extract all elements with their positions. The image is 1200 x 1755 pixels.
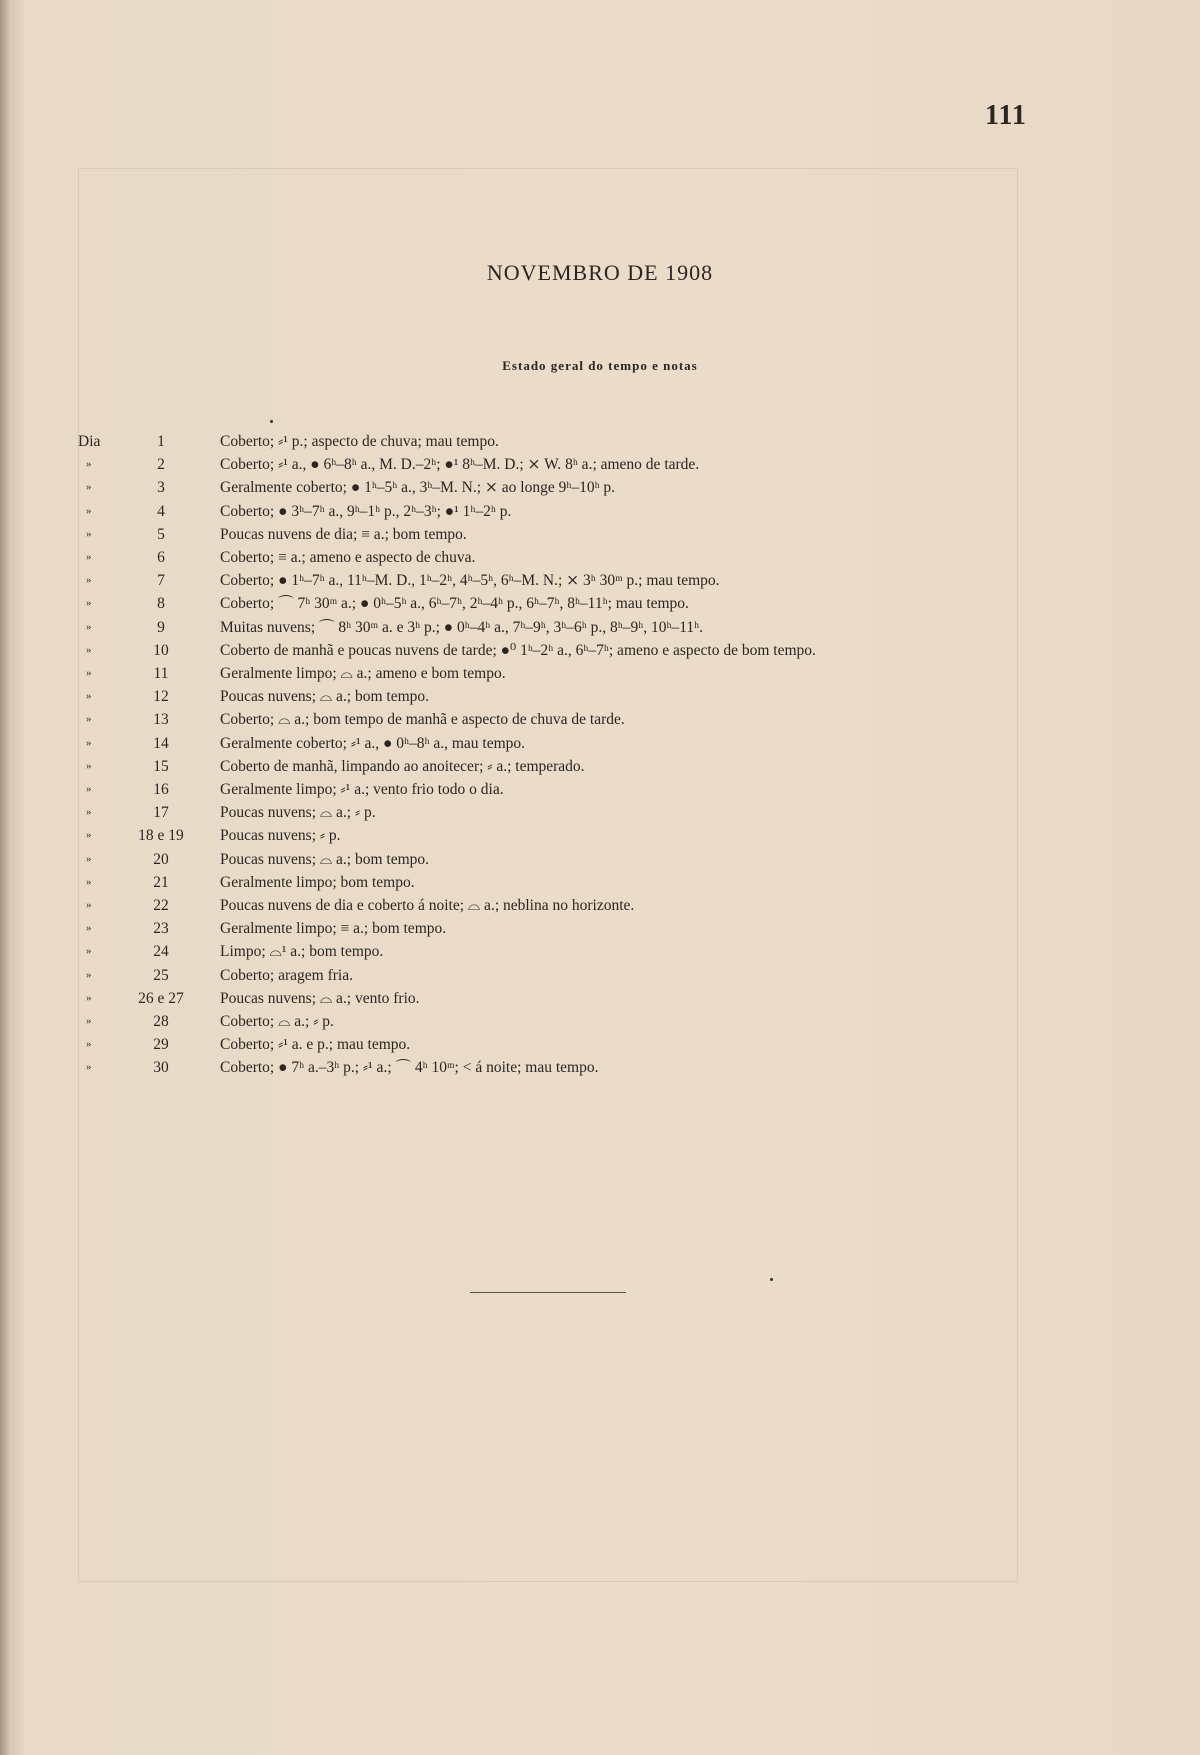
day-cell: 21 [153,873,169,891]
ditto-mark: » [86,551,92,563]
weather-note: Coberto; ● 3ʰ–7ʰ a., 9ʰ–1ʰ p., 2ʰ–3ʰ; ●¹ 1ʰ–2ʰ p. [220,502,512,520]
table-row [0,1033,1200,1056]
day-cell: 17 [153,804,169,822]
column-label-dia: Dia [78,433,101,450]
table-row [0,801,1200,824]
weather-note: Coberto de manhã e poucas nuvens de tarde; ●⁰ 1ʰ–2ʰ a., 6ʰ–7ʰ; ameno e aspecto de bom tempo. [220,641,816,659]
table-row [0,778,1200,801]
ditto-mark: » [86,597,92,610]
table-row [0,476,1200,499]
table-row [0,685,1200,708]
ditto-mark: » [86,481,92,494]
ditto-mark: » [86,574,92,587]
day-cell: 13 [153,711,169,729]
weather-note: Poucas nuvens; ⸗ p. [220,827,341,845]
page-number: 111 [985,100,1027,131]
table-row [0,662,1200,685]
weather-note: Coberto; ⸗¹ a., ● 6ʰ–8ʰ a., M. D.–2ʰ; ●¹ 8ʰ–M. D.; ⨯ W. 8ʰ a.; ameno de tarde. [220,456,700,474]
day-cell: 4 [157,502,165,520]
weather-note: Geralmente limpo; ≡ a.; bom tempo. [220,920,447,938]
ditto-mark: » [86,458,92,471]
ditto-mark: » [86,806,92,819]
day-cell: 28 [153,1013,169,1030]
table-row [0,616,1200,639]
table-row [0,940,1200,963]
weather-note: Coberto; ● 1ʰ–7ʰ a., 11ʰ–M. D., 1ʰ–2ʰ, 4ʰ–5ʰ, 6ʰ–M. N.; ⨯ 3ʰ 30ᵐ p.; mau tempo. [220,572,720,590]
day-cell: 12 [153,688,169,706]
weather-note: Coberto; ⸗¹ p.; aspecto de chuva; mau tempo. [220,433,499,450]
ditto-mark: » [86,1015,92,1027]
weather-note: Poucas nuvens; ⌓ a.; vento frio. [220,989,420,1007]
ditto-mark: » [86,690,92,703]
ink-speck [270,420,273,423]
weather-note: Muitas nuvens; ⌒ 8ʰ 30ᵐ a. e 3ʰ p.; ● 0ʰ–4ʰ a., 7ʰ–9ʰ, 3ʰ–6ʰ p., 8ʰ–9ʰ, 10ʰ–11ʰ. [220,618,703,636]
ditto-mark: » [86,527,92,540]
ditto-mark: » [86,736,92,749]
day-cell: 7 [157,572,165,590]
table-row [0,592,1200,615]
day-cell: 23 [153,920,169,938]
ditto-mark: » [86,1038,92,1051]
weather-note: Poucas nuvens de dia; ≡ a.; bom tempo. [220,525,467,543]
ditto-mark: » [86,899,92,911]
weather-note: Coberto; ● 7ʰ a.–3ʰ p.; ⸗¹ a.; ⌒ 4ʰ 10ᵐ; < á noite; mau tempo. [220,1059,599,1077]
day-cell: 16 [153,781,169,798]
table-row [0,917,1200,940]
weather-note: Coberto; ⌒ 7ʰ 30ᵐ a.; ● 0ʰ–5ʰ a., 6ʰ–7ʰ, 2ʰ–4ʰ p., 6ʰ–7ʰ, 8ʰ–11ʰ; mau tempo. [220,595,689,613]
day-cell: 15 [153,757,169,775]
ink-speck [770,1278,773,1281]
day-cell: 9 [157,618,165,636]
end-rule [470,1292,626,1293]
table-row [0,1010,1200,1033]
day-cell: 5 [157,525,165,543]
table-row [0,569,1200,592]
table-row [0,964,1200,987]
table-row [0,430,1200,453]
day-cell: 14 [153,734,169,752]
table-row [0,871,1200,894]
ditto-mark: » [86,922,92,935]
weather-note: Coberto de manhã, limpando ao anoitecer; ⸗ a.; temperado. [220,757,585,775]
day-cell: 8 [157,595,165,613]
ditto-mark: » [86,829,92,842]
ditto-mark: » [86,783,92,795]
table-row [0,755,1200,778]
weather-note: Geralmente limpo; bom tempo. [220,873,415,891]
ditto-mark: » [86,852,92,865]
day-cell: 29 [153,1036,169,1054]
ditto-mark: » [86,713,92,726]
day-cell: 3 [157,479,165,497]
day-cell: 10 [153,641,169,659]
day-cell: 18 e 19 [138,827,184,845]
table-row [0,500,1200,523]
weather-note: Coberto; ⌓ a.; bom tempo de manhã e aspecto de chuva de tarde. [220,711,625,729]
table-row [0,523,1200,546]
ditto-mark: » [86,1061,92,1074]
page-title: NOVEMBRO DE 1908 [486,260,714,285]
table-row [0,824,1200,847]
day-cell: 11 [153,665,169,682]
table-row [0,894,1200,917]
weather-note: Geralmente limpo; ⸗¹ a.; vento frio todo o dia. [220,781,504,798]
day-cell: 6 [157,549,165,566]
day-cell: 22 [153,897,169,914]
table-row [0,987,1200,1010]
table-row [0,1056,1200,1079]
ditto-mark: » [86,759,92,772]
ditto-mark: » [86,667,92,679]
weather-note: Poucas nuvens; ⌓ a.; ⸗ p. [220,804,376,822]
weather-note: Coberto; ≡ a.; ameno e aspecto de chuva. [220,549,476,566]
section-subtitle: Estado geral do tempo e notas [502,358,698,373]
ditto-mark: » [86,504,92,517]
weather-note: Geralmente coberto; ● 1ʰ–5ʰ a., 3ʰ–M. N.; ⨯ ao longe 9ʰ–10ʰ p. [220,479,616,497]
day-cell: 26 e 27 [138,989,184,1007]
day-cell: 20 [153,850,169,868]
ditto-mark: » [86,968,92,981]
table-row [0,639,1200,662]
day-cell: 1 [157,433,165,450]
table-row [0,453,1200,476]
ditto-mark: » [86,991,92,1004]
weather-note: Coberto; aragem fria. [220,966,353,984]
weather-note: Geralmente limpo; ⌓ a.; ameno e bom tempo. [220,665,506,682]
day-cell: 24 [153,943,169,961]
weather-note: Poucas nuvens; ⌓ a.; bom tempo. [220,850,430,868]
ditto-mark: » [86,945,92,958]
weather-note: Limpo; ⌓¹ a.; bom tempo. [220,943,384,961]
day-cell: 2 [157,456,165,474]
weather-note: Poucas nuvens de dia e coberto á noite; ⌓ a.; neblina no horizonte. [220,897,635,914]
ditto-mark: » [86,875,92,888]
weather-note: Geralmente coberto; ⸗¹ a., ● 0ʰ–8ʰ a., mau tempo. [220,734,526,752]
table-row [0,848,1200,871]
weather-note: Coberto; ⸗¹ a. e p.; mau tempo. [220,1036,411,1054]
day-cell: 25 [153,966,169,984]
table-row [0,546,1200,569]
table-row [0,732,1200,755]
ditto-mark: » [86,643,92,656]
weather-note: Coberto; ⌓ a.; ⸗ p. [220,1013,334,1030]
weather-note: Poucas nuvens; ⌓ a.; bom tempo. [220,688,430,706]
table-row [0,708,1200,731]
ditto-mark: » [86,620,92,633]
day-cell: 30 [153,1059,169,1077]
